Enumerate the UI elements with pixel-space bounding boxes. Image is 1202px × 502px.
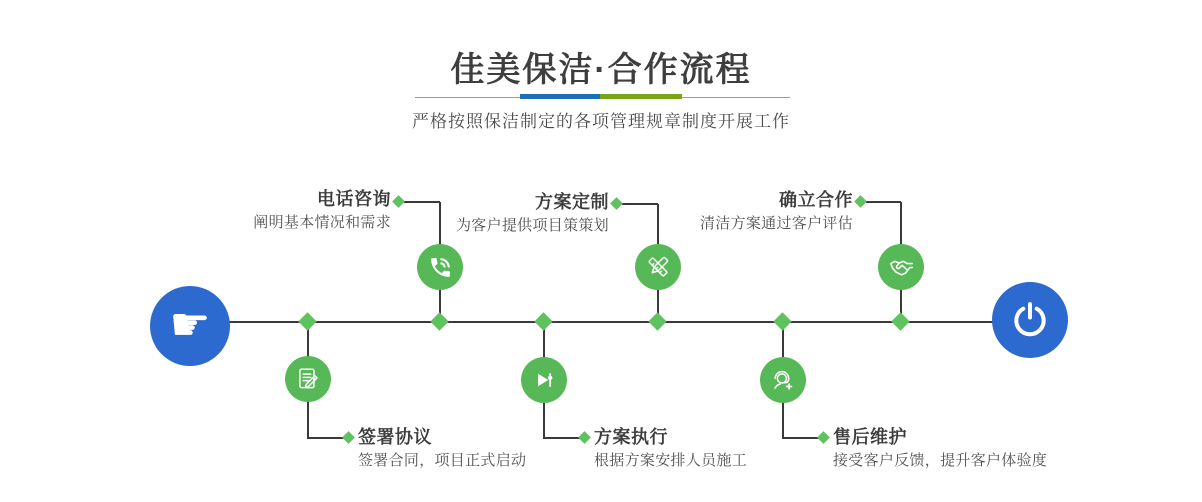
divider-accent-blue (520, 94, 600, 99)
step-title: 签署协议 (358, 427, 432, 447)
step-description: 为客户提供项目策策划 (455, 217, 609, 234)
start-node (150, 286, 230, 366)
timeline-diamond (891, 312, 909, 330)
handshake-icon (888, 254, 915, 281)
contract-edit-icon (295, 366, 321, 392)
step-description: 根据方案安排人员施工 (594, 452, 748, 469)
step-icon-circle (521, 357, 567, 403)
connector-line (307, 437, 344, 439)
step-title: 电话咨询 (317, 189, 391, 209)
step-title: 确立合作 (779, 190, 853, 210)
pointing-hand-icon: ☛ (169, 297, 211, 351)
label-diamond (392, 195, 405, 208)
connector-line (866, 201, 901, 203)
timeline-diamond (773, 312, 791, 330)
label-diamond (342, 431, 355, 444)
label-diamond (578, 431, 591, 444)
timeline-diamond (298, 312, 316, 330)
connector-line (622, 203, 658, 205)
step-title: 方案执行 (594, 427, 668, 447)
connector-line (782, 437, 819, 439)
label-diamond (817, 431, 830, 444)
step-title: 方案定制 (535, 192, 609, 212)
step-icon-circle (635, 244, 681, 290)
step-description: 阐明基本情况和需求 (253, 214, 391, 231)
step-icon-circle (285, 356, 331, 402)
page-subtitle: 严格按照保洁制定的各项管理规章制度开展工作 (412, 112, 790, 131)
step-title: 售后维护 (833, 427, 907, 447)
play-slider-icon (531, 367, 557, 393)
timeline-diamond (430, 312, 448, 330)
step-description: 接受客户反馈，提升客户体验度 (833, 452, 1048, 469)
step-icon-circle (760, 357, 806, 403)
page-title: 佳美保洁·合作流程 (450, 51, 752, 89)
timeline-diamond (648, 312, 666, 330)
end-node (992, 282, 1068, 358)
timeline-diamond (534, 312, 552, 330)
label-diamond (854, 195, 867, 208)
step-description: 清洁方案通过客户评估 (699, 215, 853, 232)
support-agent-plus-icon (770, 367, 796, 393)
pencil-ruler-icon (645, 254, 671, 280)
step-icon-circle (417, 244, 463, 290)
power-icon (1010, 300, 1050, 340)
label-diamond (610, 197, 623, 210)
step-description: 签署合同，项目正式启动 (358, 452, 527, 469)
connector-line (543, 437, 580, 439)
divider-accent-green (600, 94, 682, 99)
connector-line (404, 201, 440, 203)
phone-icon (428, 255, 453, 280)
step-icon-circle (878, 244, 924, 290)
